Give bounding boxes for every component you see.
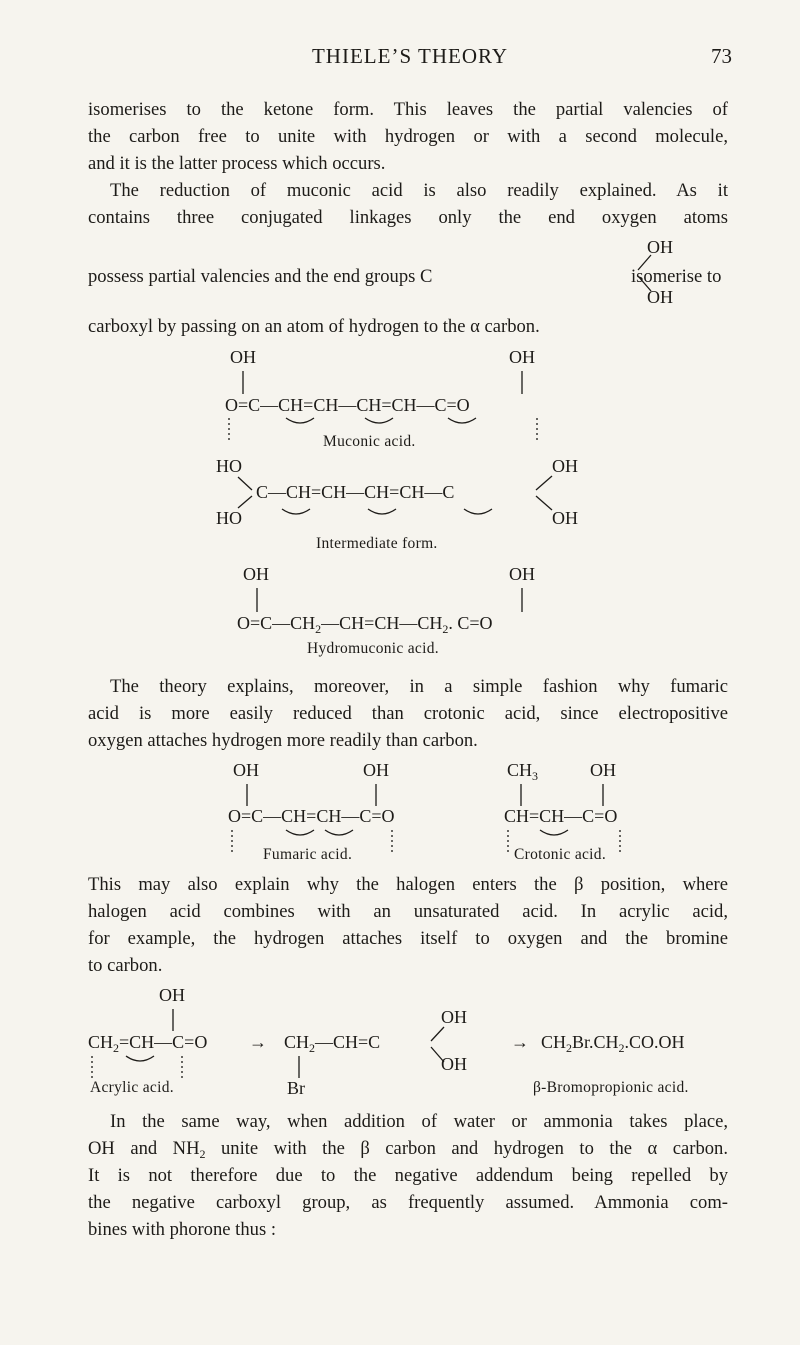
subscript: 2 — [442, 622, 449, 636]
formula-part: —CH=C — [315, 1032, 381, 1052]
text-line — [88, 1135, 728, 1162]
text-fragment: OH and NH — [88, 1138, 200, 1159]
subscript: 3 — [532, 769, 539, 783]
inline-oh-bottom: OH — [647, 287, 673, 307]
mid-oh-top: OH — [441, 1007, 467, 1027]
paragraph-2-line4 — [88, 313, 728, 340]
mid-oh-bottom: OH — [441, 1054, 467, 1074]
text-line: In the same way, when addition of water or ammonia takes place, — [110, 1111, 728, 1132]
muconic-oh-right: OH — [509, 347, 535, 367]
intermediate-caption: Intermediate form. — [316, 535, 438, 552]
formula-part: . C=O — [448, 613, 493, 633]
paragraph-3 — [88, 673, 728, 754]
text-line: isomerises to the ketone form. This leaves the partial valencies of — [88, 99, 728, 120]
formula-part: CH — [507, 760, 533, 780]
text-fragment: possess partial valencies and the end groups C — [88, 266, 433, 287]
fumaric-oh-left: OH — [233, 760, 259, 780]
text-line — [88, 263, 728, 290]
text-line: the carbon free to unite with hydrogen or with a second molecule, — [88, 126, 728, 147]
running-title: THIELE’S THEORY — [311, 44, 508, 68]
crotonic-ch3 — [507, 759, 538, 781]
fumaric-oh-right: OH — [363, 760, 389, 780]
intermediate-oh-bottom: OH — [552, 508, 578, 528]
subscript: 2 — [618, 1041, 625, 1055]
hydromuconic-oh-left: OH — [243, 564, 269, 584]
subscript: 2 — [315, 622, 322, 636]
crotonic-oh: OH — [590, 760, 616, 780]
muconic-oh-left: OH — [230, 347, 256, 367]
inline-oh-top: OH — [647, 237, 673, 257]
text-fragment: unite with the β carbon and hydrogen to the α carbon. — [205, 1138, 728, 1159]
subscript: 2 — [309, 1041, 316, 1055]
text-line: oxygen attaches hydrogen more readily than carbon. — [88, 730, 478, 751]
reaction-arrow-1: → — [249, 1032, 267, 1052]
bromopropionic-caption: β-Bromopropionic acid. — [533, 1079, 689, 1096]
paragraph-2-line3 — [88, 263, 728, 290]
paragraph-5 — [88, 1108, 728, 1243]
formula-part: .CO.OH — [624, 1032, 685, 1052]
text-line: to carbon. — [88, 955, 163, 976]
crotonic-caption: Crotonic acid. — [514, 846, 607, 863]
muconic-caption: Muconic acid. — [323, 433, 416, 450]
text-line: contains three conjugated linkages only the end oxygen atoms — [88, 207, 728, 228]
subscript: 2 — [566, 1041, 573, 1055]
paragraph-2 — [88, 177, 728, 231]
text-line: acid is more easily reduced than crotonic acid, since electropositive — [88, 703, 728, 724]
intermediate-formula: C—CH=CH—CH=CH—C — [256, 482, 455, 502]
bromine-atom: Br — [287, 1078, 305, 1098]
formula-part: O=C—CH — [237, 613, 316, 633]
intermediate-ho-bottom: HO — [216, 508, 242, 528]
subscript: 2 — [199, 1147, 206, 1161]
hydromuconic-caption: Hydromuconic acid. — [307, 640, 439, 657]
acrylic-caption: Acrylic acid. — [90, 1079, 174, 1096]
formula-part: CH — [88, 1032, 114, 1052]
page-number: 73 — [711, 44, 732, 68]
acrylic-formula — [88, 1031, 207, 1053]
fumaric-caption: Fumaric acid. — [263, 846, 353, 863]
formula-part: CH — [284, 1032, 310, 1052]
muconic-formula: O=C—CH=CH—CH=CH—C=O — [225, 395, 470, 415]
formula-part: CH — [541, 1032, 567, 1052]
text-line: and it is the latter process which occurs. — [88, 153, 386, 174]
text-line: the negative carboxyl group, as frequently assumed. Ammonia com- — [88, 1192, 728, 1213]
formula-part: Br.CH — [572, 1032, 619, 1052]
paragraph-1 — [88, 96, 728, 177]
hydromuconic-formula — [237, 612, 493, 634]
reaction-arrow-2: → — [511, 1032, 529, 1052]
text-line: carboxyl by passing on an atom of hydrogen to the α carbon. — [88, 316, 540, 337]
intermediate-acrylic-formula — [284, 1031, 380, 1053]
text-line: This may also explain why the halogen enters the β position, where — [88, 874, 728, 895]
intermediate-oh-top: OH — [552, 456, 578, 476]
text-line: for example, the hydrogen attaches itself to oxygen and the bromine — [88, 928, 728, 949]
text-line: It is not therefore due to the negative addendum being repelled by — [88, 1165, 728, 1186]
paragraph-4 — [88, 871, 728, 979]
fumaric-formula: O=C—CH=CH—C=O — [228, 806, 395, 826]
text-fragment: isomerise to — [631, 266, 722, 287]
acrylic-oh: OH — [159, 985, 185, 1005]
formula-part: —CH=CH—CH — [321, 613, 443, 633]
intermediate-ho-top: HO — [216, 456, 242, 476]
text-line: The reduction of muconic acid is also readily explained. As it — [110, 180, 728, 201]
text-line: bines with phorone thus : — [88, 1219, 276, 1240]
crotonic-formula: CH=CH—C=O — [504, 806, 618, 826]
running-header — [88, 44, 732, 74]
formula-part: =CH—C=O — [119, 1032, 208, 1052]
text-line: halogen acid combines with an unsaturated acid. In acrylic acid, — [88, 901, 728, 922]
subscript: 2 — [113, 1041, 120, 1055]
hydromuconic-oh-right: OH — [509, 564, 535, 584]
product-formula — [541, 1031, 685, 1053]
text-line: The theory explains, moreover, in a simple fashion why fumaric — [110, 676, 728, 697]
